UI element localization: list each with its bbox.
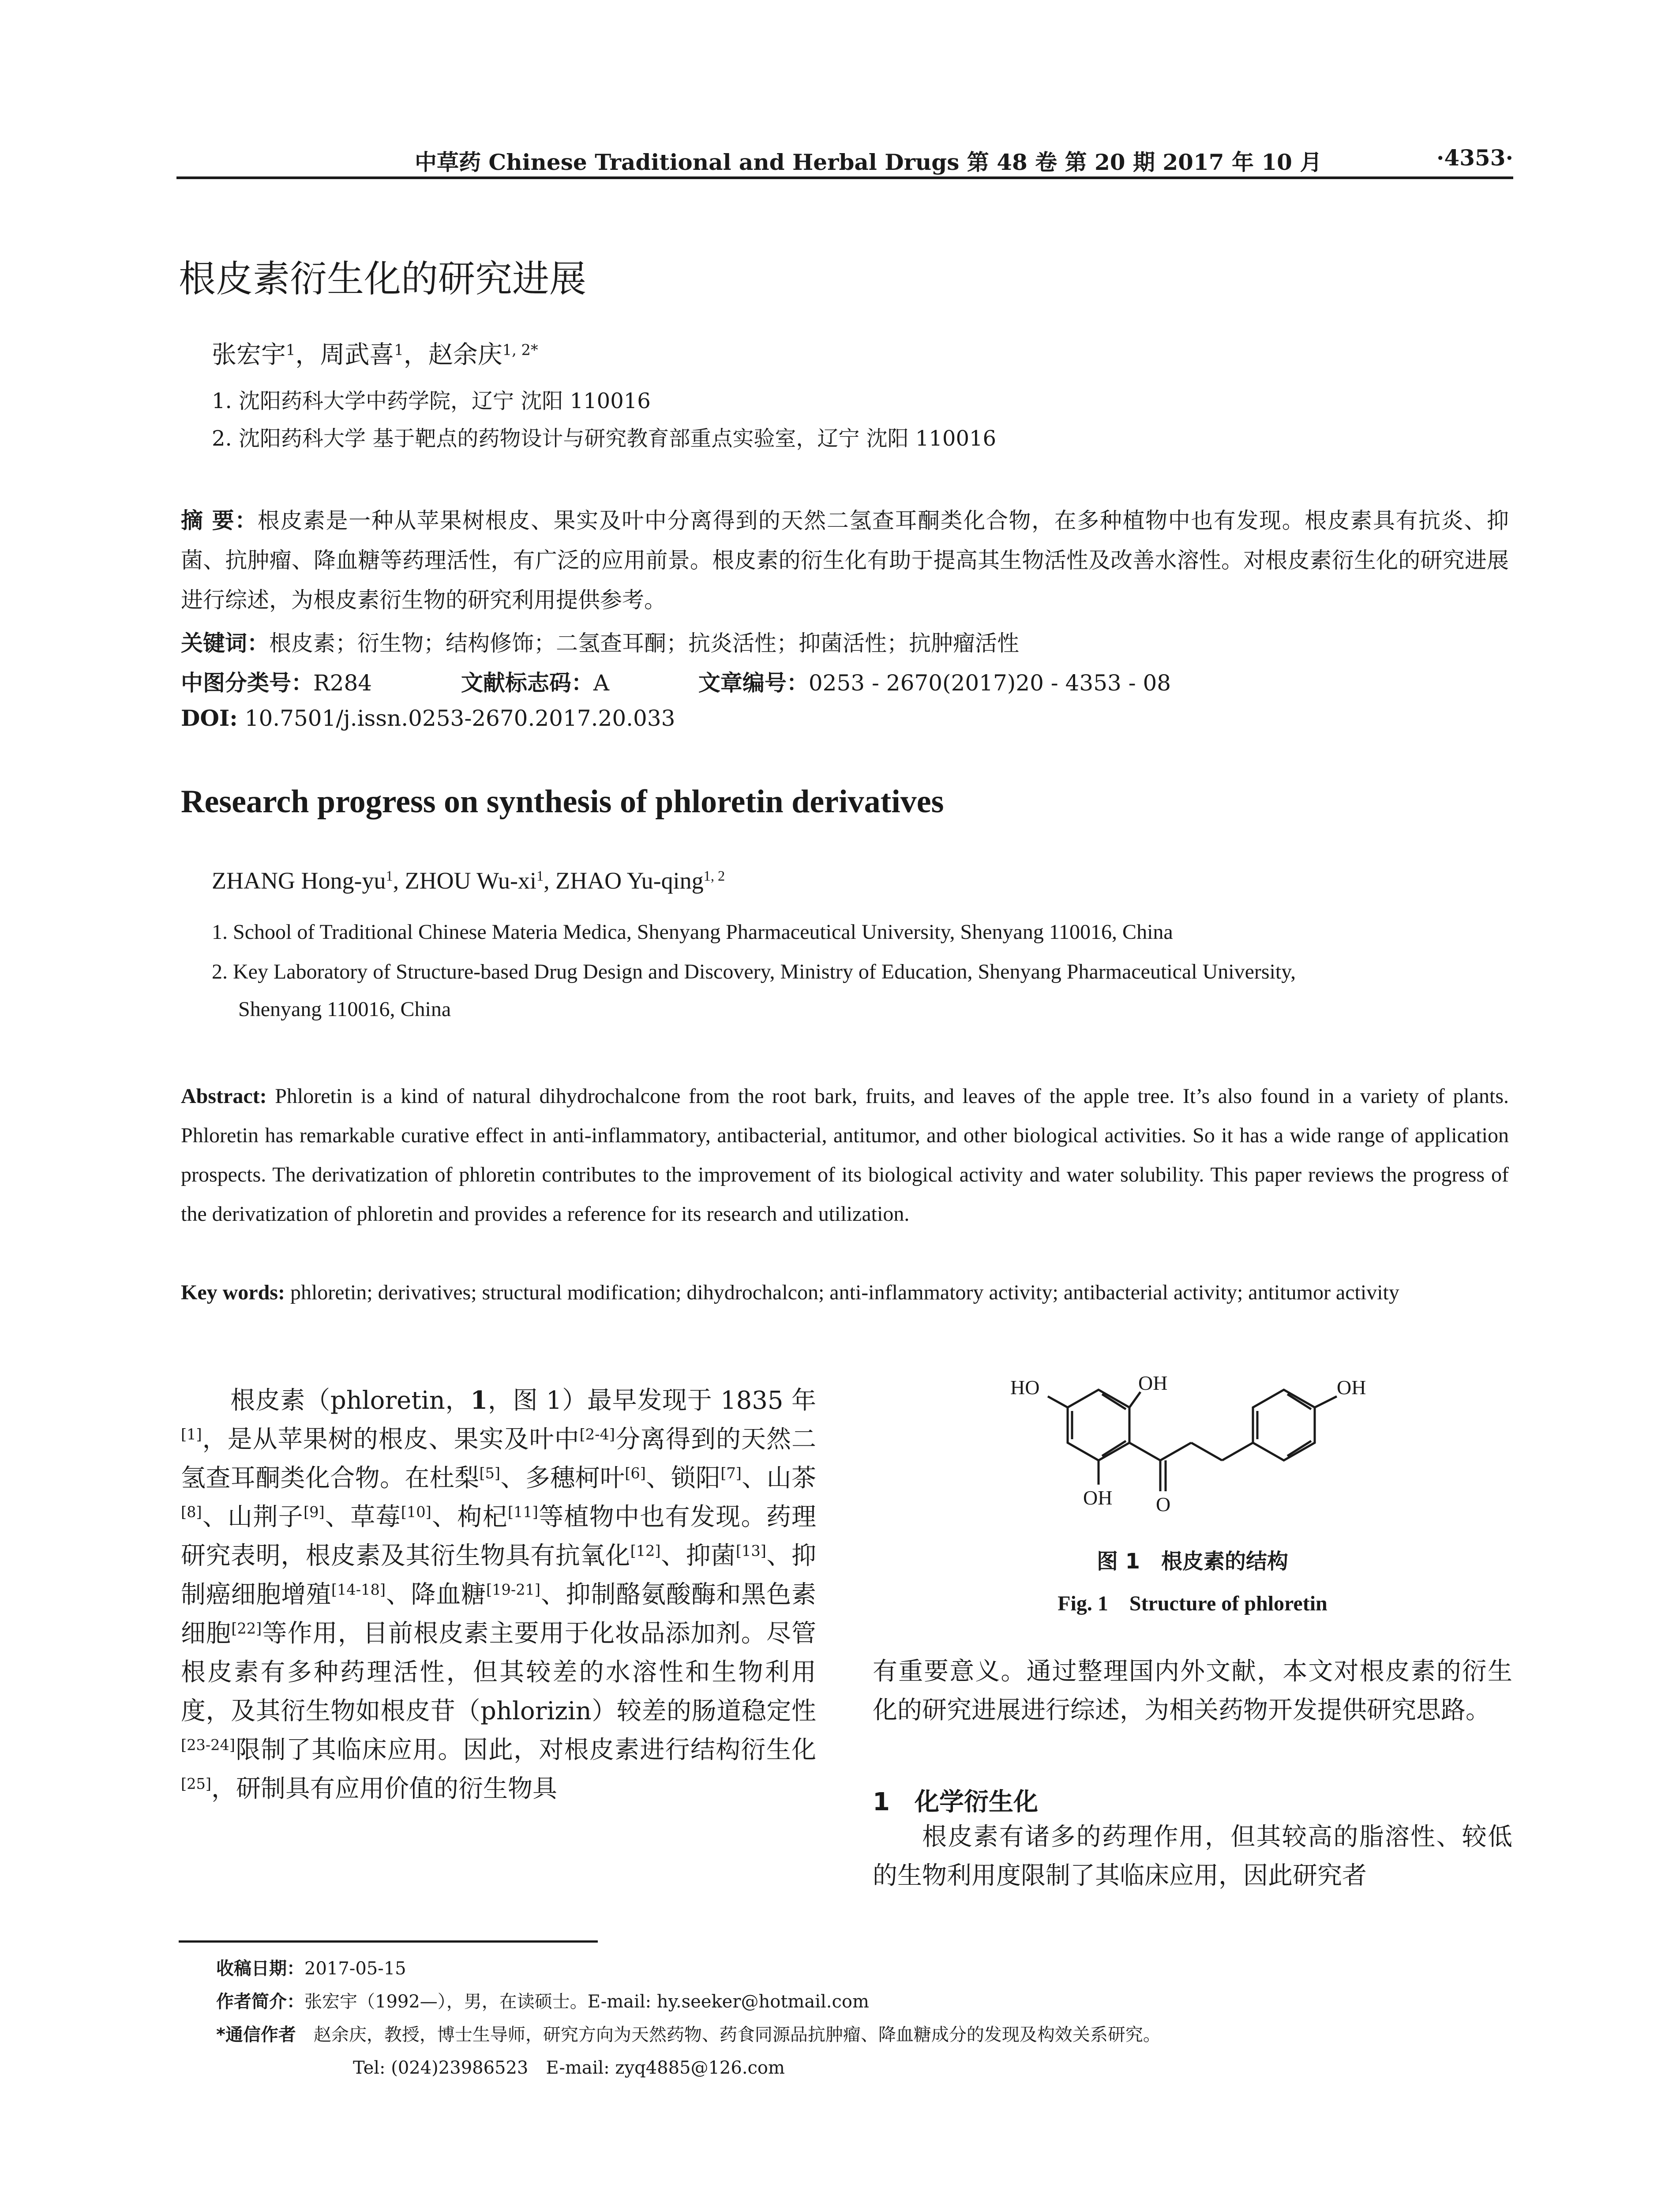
doi-line (181, 705, 675, 731)
figure-caption-english: Fig. 1 Structure of phloretin (1058, 1592, 1328, 1615)
doi-label: DOI: (181, 705, 238, 731)
footnote-received (216, 1955, 406, 1980)
doi-value: 10.7501/j.issn.0253-2670.2017.20.033 (244, 705, 675, 731)
chinese-keywords (181, 626, 1019, 657)
chinese-keywords-label: 关键词： (181, 630, 269, 656)
ring-b (1253, 1390, 1315, 1460)
journal-header: 中草药 Chinese Traditional and Herbal Drugs 第 48 卷 第 20 期 2017 年 10 月 (415, 149, 1322, 175)
footnote-rule (179, 1940, 598, 1943)
body-right-column-bottom: 根皮素有诸多的药理作用，但其较高的脂溶性、较低的生物利用度限制了其临床应用，因此研究者 (873, 1823, 1512, 1890)
received-date: 2017-05-15 (304, 1958, 406, 1979)
label-oh-bottom: OH (1083, 1486, 1113, 1509)
clc-value: R284 (313, 670, 372, 696)
chinese-classification (181, 665, 1171, 697)
footnote-contact: Tel: (024)23986523 E-mail: zyq4885@126.com (353, 2058, 785, 2078)
phloretin-structure-diagram (988, 1359, 1394, 1527)
chinese-affiliation-1: 1. 沈阳药科大学中药学院，辽宁 沈阳 110016 (212, 389, 651, 413)
body-right-column-top: 有重要意义。通过整理国内外文献，本文对根皮素的衍生化的研究进展进行综述，为相关药物开发提供研究思路。 (873, 1657, 1512, 1725)
author-bio: 张宏宇（1992—），男，在读硕士。E-mail: hy.seeker@hotmail.com (304, 1992, 869, 2012)
received-label: 收稿日期： (216, 1958, 304, 1979)
english-abstract-text: Phloretin is a kind of natural dihydrochalcone from the root bark, fruits, and leaves of the apple tree. It’s also found in a variety of plants. Phloretin has remarkable curative effect in anti-inflammatory, antibacterial, antitumor, and other biological activities. So it has a wide range of application prospects. The derivatization of phloretin contributes to the improvement of its biological activity and water solubility. This paper reviews the progress of the derivatization of phloretin and provides a reference for its research and utilization. (181, 1084, 1509, 1226)
ring-a (1068, 1390, 1129, 1460)
english-affiliation-2-cont: Shenyang 110016, China (238, 998, 451, 1021)
clc-label: 中图分类号： (181, 670, 313, 696)
english-title: Research progress on synthesis of phloretin derivatives (181, 784, 944, 820)
chinese-keywords-text: 根皮素；衍生物；结构修饰；二氢查耳酮；抗炎活性；抑菌活性；抗肿瘤活性 (269, 630, 1019, 656)
corresponding-label: *通信作者 (216, 2025, 296, 2045)
figure-phloretin-structure (988, 1359, 1394, 1527)
page-number: ·4353· (1436, 145, 1513, 171)
chinese-abstract (181, 501, 1509, 620)
figure-caption-chinese: 图 1 根皮素的结构 (1096, 1549, 1289, 1574)
doccode-value: A (593, 670, 610, 696)
articleno-label: 文章编号： (698, 670, 809, 696)
label-oh-right: OH (1337, 1376, 1366, 1399)
articleno-value: 0253 - 2670(2017)20 - 4353 - 08 (808, 670, 1171, 696)
english-keywords (181, 1273, 1509, 1312)
english-affiliation-2: 2. Key Laboratory of Structure-based Drug Design and Discovery, Ministry of Education, Shenyang Pharmaceutical University, (212, 960, 1296, 983)
english-abstract-label: Abstract: (181, 1084, 267, 1108)
english-keywords-label: Key words: (181, 1281, 285, 1304)
doccode-label: 文献标志码： (461, 670, 593, 696)
author-bio-label: 作者简介： (216, 1992, 304, 2012)
english-keywords-text: phloretin; derivatives; structural modification; dihydrochalcon; anti-inflammatory activity; antibacterial activity; antitumor activity (290, 1281, 1399, 1304)
footnote-corresponding (216, 2021, 1161, 2046)
chinese-abstract-label: 摘 要： (181, 508, 258, 533)
label-carbonyl-o: O (1156, 1493, 1171, 1516)
english-affiliation-1: 1. School of Traditional Chinese Materia Medica, Shenyang Pharmaceutical University, Shenyang 110016, China (212, 920, 1173, 944)
label-oh-top: OH (1138, 1372, 1168, 1394)
english-authors: ZHANG Hong-$yu^1$, ZHOU $Wu-xi^1$, ZHAO Yu-qing$^{1, 2}$ (212, 867, 725, 894)
section-heading-1: 1 化学衍生化 (873, 1788, 1038, 1816)
english-abstract (181, 1077, 1509, 1234)
body-left-column: 根皮素（phloretin，1，图 1）最早发现于 1835 年[1]，是从苹果树的根皮、果实及叶中[2-4]分离得到的天然二氢查耳酮类化合物。在杜梨[5]、多穗柯叶[6]、锁阳[7]、山茶[8]、山荆子[9]、草莓[10]、枸杞[11]等植物中也有发现。药理研究表明，根皮素及其衍生物具有抗氧化[12]、抑菌[13]、抑制癌细胞增殖[14-18]、降血糖[19-21]、抑制酪氨酸酶和黑色素细胞[22]等作用，目前根皮素主要用于化妆品添加剂。尽管根皮素有多种药理活性，但其较差的水溶性和生物利用度，及其衍生物如根皮苷（phlorizin）较差的肠道稳定性[23-24]限制了其临床应用。因此，对根皮素进行结构衍生化[25]，研制具有应用价值的衍生物具 (181, 1386, 817, 1803)
chinese-abstract-text: 根皮素是一种从苹果树根皮、果实及叶中分离得到的天然二氢查耳酮类化合物，在多种植物中也有发现。根皮素具有抗炎、抑菌、抗肿瘤、降血糖等药理活性，有广泛的应用前景。根皮素的衍生化有助于提高其生物活性及改善水溶性。对根皮素衍生化的研究进展进行综述，为根皮素衍生物的研究利用提供参考。 (181, 508, 1509, 613)
header-rule (176, 176, 1513, 179)
corresponding-author: 赵余庆，教授，博士生导师，研究方向为天然药物、药食同源品抗肿瘤、降血糖成分的发现及构效关系研究。 (313, 2025, 1161, 2045)
running-header (176, 140, 1513, 176)
chinese-title: 根皮素衍生化的研究进展 (179, 257, 587, 300)
chinese-authors: 张宏宇$^1$，周武喜$^1$，赵余庆$^{1, 2*}$ (212, 341, 538, 369)
footnote-author (216, 1988, 869, 2013)
chinese-affiliation-2: 2. 沈阳药科大学 基于靶点的药物设计与研究教育部重点实验室，辽宁 沈阳 110016 (212, 426, 997, 451)
label-ho: HO (1010, 1376, 1040, 1399)
